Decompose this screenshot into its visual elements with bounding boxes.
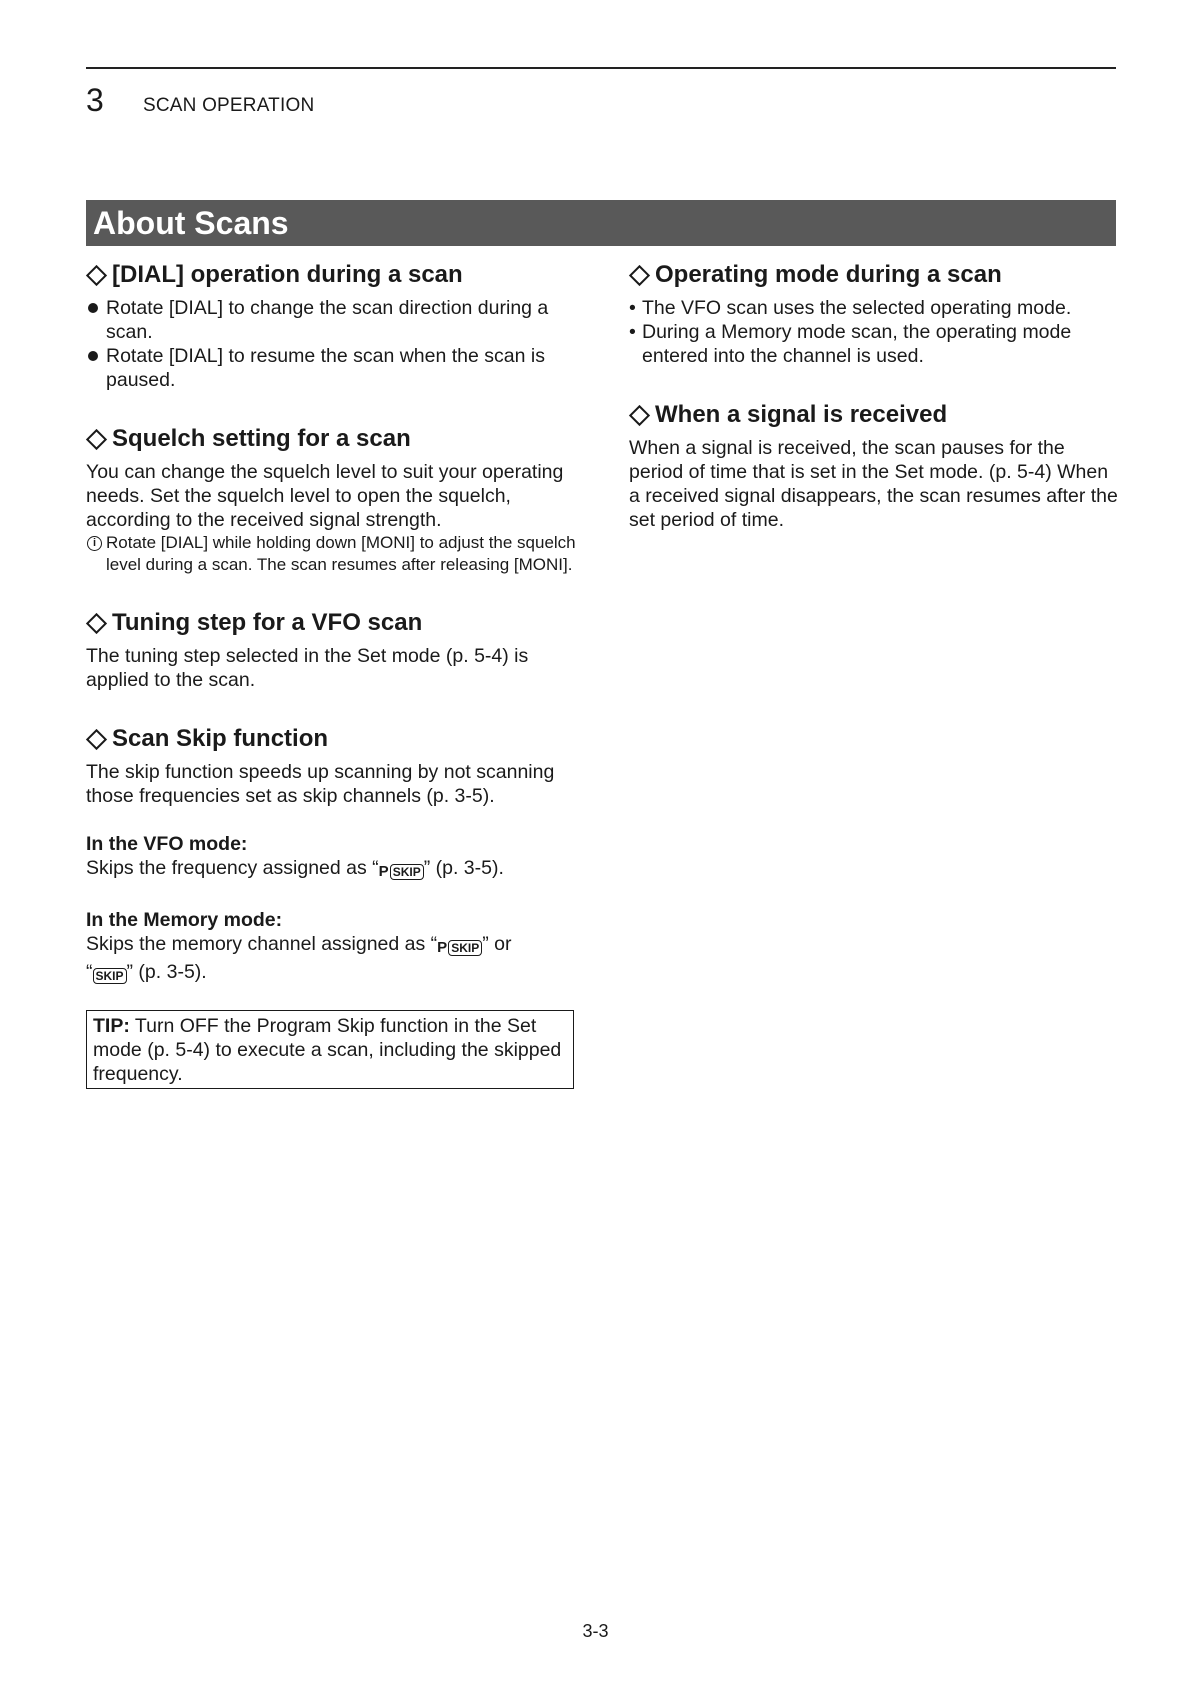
skip-heading	[86, 722, 576, 756]
list-item-text: During a Memory mode scan, the operating mode entered into the channel is used.	[642, 321, 1072, 367]
memory-mode-text: Skips the memory channel assigned as “ P SKIP ” or “ SKIP ” (p. 3-5).	[86, 933, 512, 983]
pskip-icon: P SKIP	[379, 860, 424, 884]
list-item	[629, 320, 1119, 368]
tip-text: Turn OFF the Program Skip function in the Set mode (p. 5-4) to execute a scan, including the skipped frequency.	[93, 1015, 562, 1085]
diamond-icon	[86, 428, 107, 449]
tuning-heading-text: Tuning step for a VFO scan	[112, 609, 423, 636]
signal-heading	[629, 398, 1119, 432]
dial-heading-text: [DIAL] operation during a scan	[112, 261, 463, 288]
opmode-heading-text: Operating mode during a scan	[655, 261, 1002, 288]
diamond-icon	[86, 264, 107, 285]
squelch-note-text: Rotate [DIAL] while holding down [MONI] to adjust the squelch level during a scan. The scan resumes after releasing [MONI].	[106, 533, 576, 574]
vfo-mode-heading: In the VFO mode:	[86, 833, 248, 855]
pskip-icon: P SKIP	[437, 936, 482, 960]
opmode-heading	[629, 258, 1119, 292]
dial-heading	[86, 258, 576, 292]
vfo-mode-text: Skips the frequency assigned as “ P SKIP ” (p. 3-5).	[86, 856, 576, 884]
header-rule	[86, 67, 1116, 69]
signal-body: When a signal is received, the scan pauses for the period of time that is set in the Set mode. (p. 5-4) When a received signal disappears, the scan resumes after the set period of time.	[629, 437, 1118, 531]
bullet-dot-icon	[88, 351, 98, 361]
memory-mode-heading: In the Memory mode:	[86, 909, 283, 931]
squelch-body: You can change the squelch level to suit your operating needs. Set the squelch level to open the squelch, according to the received signal strength.	[86, 461, 564, 531]
list-item-text: Rotate [DIAL] to resume the scan when the scan is paused.	[106, 345, 545, 391]
diamond-icon	[86, 612, 107, 633]
right-column	[629, 258, 1119, 532]
list-item	[86, 344, 576, 392]
info-icon: i	[87, 536, 102, 551]
skip-body: The skip function speeds up scanning by not scanning those frequencies set as skip channels (p. 3-5).	[86, 761, 555, 807]
page-number: 3-3	[582, 1621, 609, 1641]
chapter-title: SCAN OPERATION	[143, 95, 315, 116]
list-item	[86, 296, 576, 344]
squelch-heading-text: Squelch setting for a scan	[112, 425, 411, 452]
squelch-note	[86, 532, 576, 576]
diamond-icon	[629, 404, 650, 425]
list-item-text: Rotate [DIAL] to change the scan direction during a scan.	[106, 297, 549, 343]
left-column	[86, 258, 576, 1089]
tuning-heading	[86, 606, 576, 640]
bullet-icon: •	[629, 321, 636, 343]
bullet-dot-icon	[88, 303, 98, 313]
diamond-icon	[86, 728, 107, 749]
skip-heading-text: Scan Skip function	[112, 725, 329, 752]
diamond-icon	[629, 264, 650, 285]
signal-heading-text: When a signal is received	[655, 401, 948, 428]
list-item	[629, 296, 1119, 320]
bullet-icon: •	[629, 297, 636, 319]
skip-icon: SKIP	[93, 968, 127, 984]
tip-box	[86, 1010, 574, 1089]
section-title: About Scans	[86, 200, 1116, 246]
chapter-number: 3	[86, 82, 104, 118]
list-item-text: The VFO scan uses the selected operating mode.	[642, 297, 1072, 319]
tuning-body: The tuning step selected in the Set mode (p. 5-4) is applied to the scan.	[86, 645, 529, 691]
squelch-heading	[86, 422, 576, 456]
tip-label: TIP:	[93, 1015, 130, 1037]
